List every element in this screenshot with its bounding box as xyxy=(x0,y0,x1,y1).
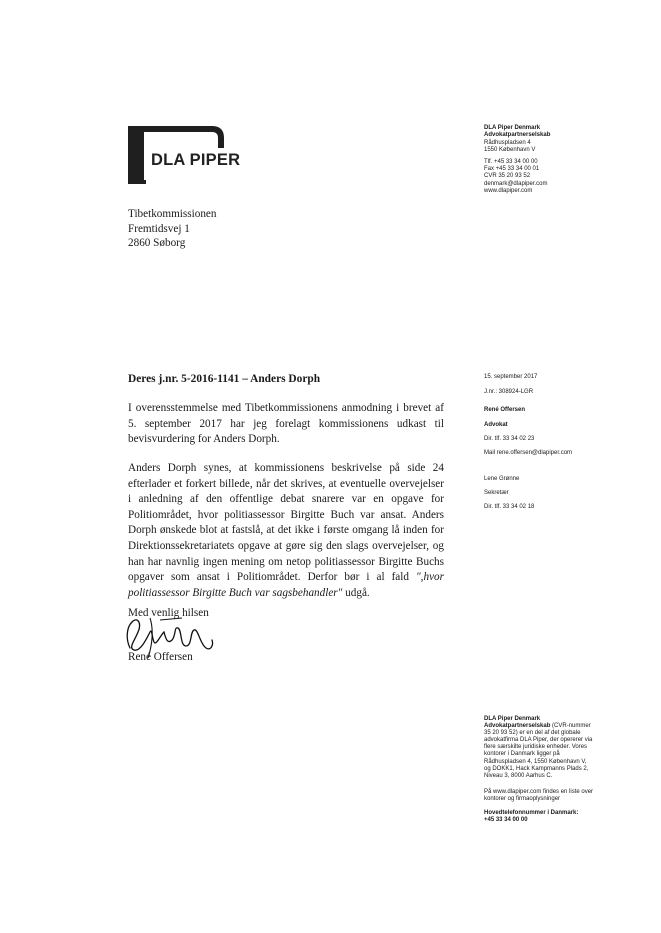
firm-cvr: CVR 35 20 93 52 xyxy=(484,173,531,180)
sender-title: Advokat xyxy=(484,422,508,428)
recipient-address xyxy=(128,207,216,251)
recipient-city: 2860 Søborg xyxy=(128,237,186,249)
firm-phone: Tlf. +45 33 34 00 00 xyxy=(484,158,538,165)
footer-phone-number: +45 33 34 00 00 xyxy=(484,817,528,823)
firm-street: Rådhuspladsen 4 xyxy=(484,139,531,146)
sender-phone: Dir. tlf. 33 34 02 23 xyxy=(484,436,535,442)
sender-name: René Offersen xyxy=(484,407,526,413)
closing-greeting: Med venlig hilsen xyxy=(128,607,209,619)
sender-mail: Mail rene.offersen@dlapiper.com xyxy=(484,450,573,456)
firm-type: Advokatpartnerselskab xyxy=(484,132,551,139)
recipient-street: Fremtidsvej 1 xyxy=(128,222,190,235)
footer-company-info xyxy=(484,716,594,780)
footer-company-name: DLA Piper Denmark Advokatpartnerselskab xyxy=(484,716,551,730)
letter-date: 15. september 2017 xyxy=(484,374,538,380)
firm-website: www.dlapiper.com xyxy=(484,188,533,195)
firm-email: denmark@dlapiper.com xyxy=(484,180,548,187)
cc-phone: Dir. tlf. 33 34 02 18 xyxy=(484,504,535,510)
footer-phone-label: Hovedtelefonnummer i Danmark: xyxy=(484,810,579,816)
logo-wordmark: DLA PIPER xyxy=(151,151,241,169)
firm-fax: Fax +45 33 34 00 01 xyxy=(484,166,540,173)
firm-header xyxy=(484,125,550,196)
firm-city: 1550 København V xyxy=(484,147,536,154)
footer-website-note: På www.dlapiper.com findes en liste over kontorer og firmaoplysninger xyxy=(484,789,594,803)
recipient-name: Tibetkommissionen xyxy=(128,208,217,220)
body-paragraph-1: I overensstemmelse med Tibetkommissionens anmodning i brevet af 5. september 2017 har jeg forelagt kommissionens udkast til bevisvurdering for Anders Dorph. xyxy=(128,402,444,446)
letter-subject: Deres j.nr. 5-2016-1141 – Anders Dorph xyxy=(128,373,321,385)
body-paragraph-2-main: Anders Dorph synes, at kommissionens beskrivelse på side 24 efterlader et forkert billede, når det skrives, at eventuelle overvejelser i anledning af den offentlige debat snarere var en opgave for Politiområdet, hvor politiassessor Birgitte Buch var ansat. Anders Dorph ønskede blot at fastslå, at det ikke i første omgang lå inden for Direktionssekretariatets opgave at gøre sig den slags overvejelser, og han har navnlig ingen mening om netop politiassessor Birgitte Buchs opgaver som ansat i Politiområdet. Derfor bør i al fald xyxy=(128,462,444,584)
cc-name: Lene Grønne xyxy=(484,476,520,482)
footer-company-text: (CVR-nummer 35 20 93 52) er en del af det globale advokatfirma DLA Piper, der opererer via flere særskilte juridiske enheder. Vores kontorer i Danmark ligger på Rådhuspladsen 4, 1550 København V, og DOKK1, Hack Kampmanns Plads 2, Niveau 3, 8000 Aarhus C. xyxy=(484,723,593,779)
cc-title: Sekretær xyxy=(484,490,509,496)
body-paragraph-2 xyxy=(128,461,444,601)
journal-number: J.nr.: 308924-LGR xyxy=(484,389,534,395)
body-paragraph-2-end: udgå. xyxy=(342,586,370,599)
firm-name: DLA Piper Denmark xyxy=(484,125,541,131)
closing-name: René Offersen xyxy=(128,651,193,663)
body-paragraph-2-quote: ",hvor politiassessor Birgitte Buch var sagsbehandler" xyxy=(128,571,444,599)
